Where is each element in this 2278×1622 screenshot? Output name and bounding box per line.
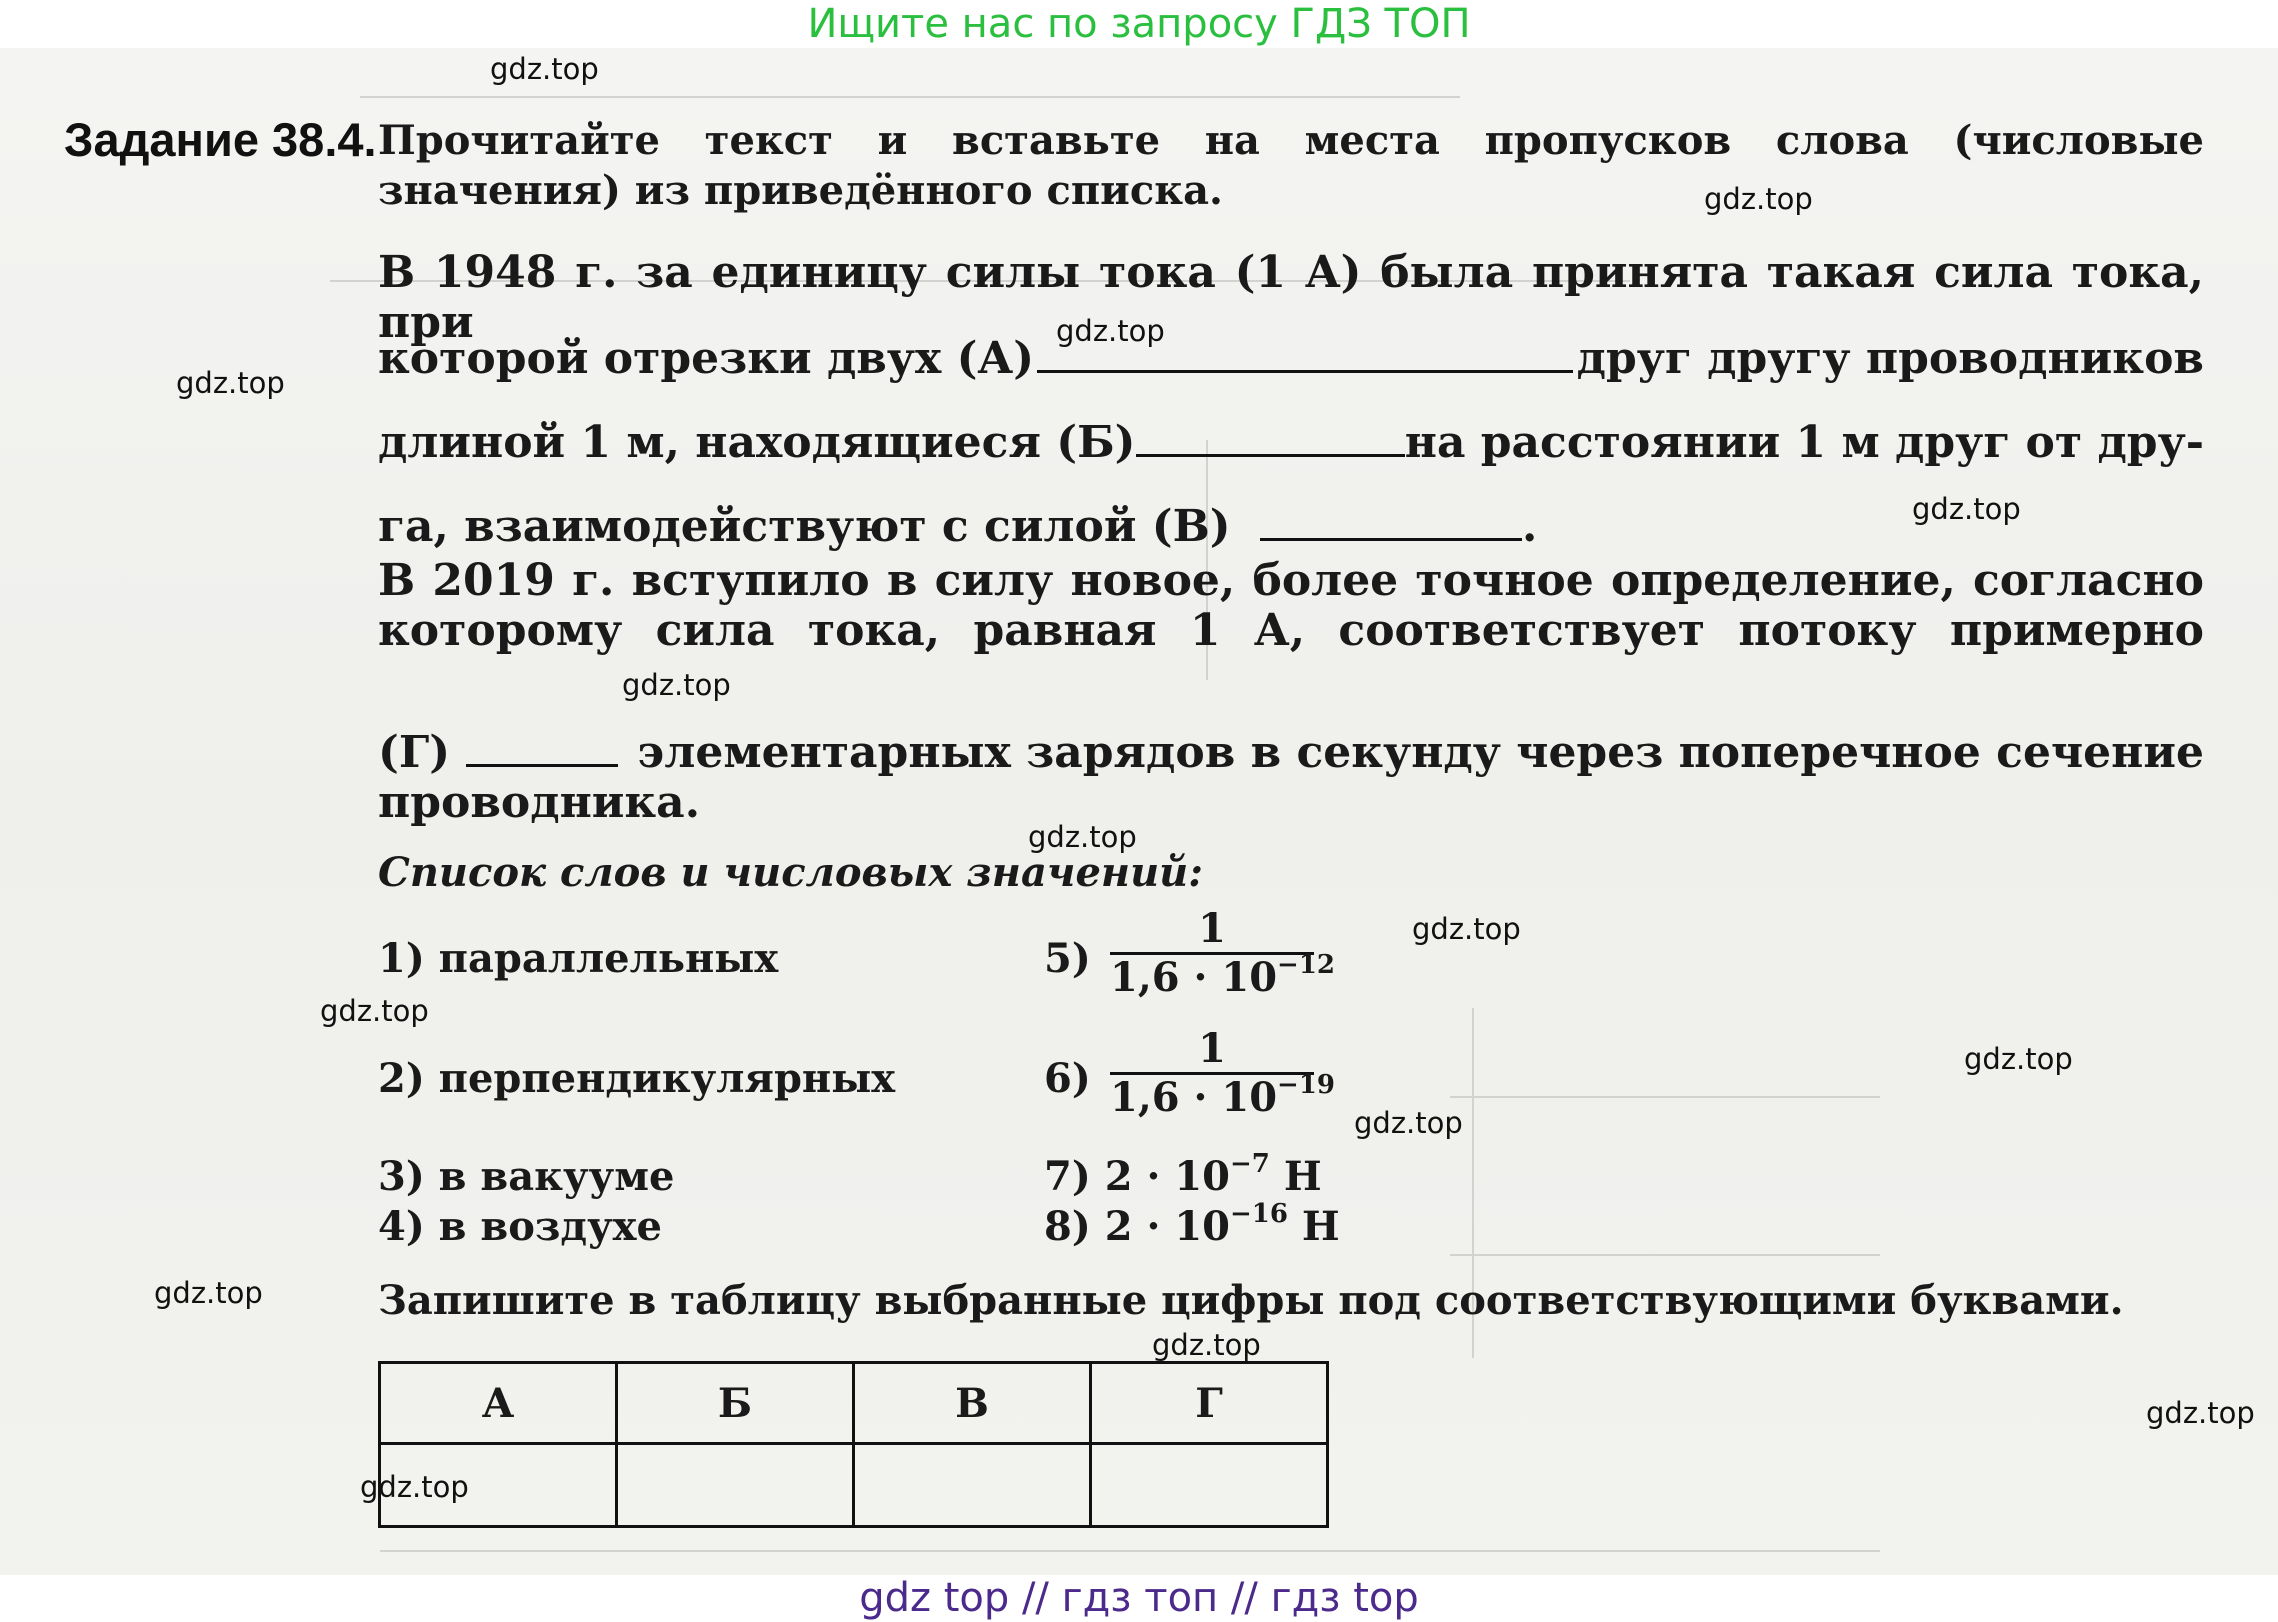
- watermark: gdz.top: [490, 52, 599, 86]
- blank-g: [466, 763, 618, 767]
- text-line: проводника.: [378, 777, 701, 828]
- fraction-option-5: [1110, 905, 1335, 1001]
- list-item: 3) в вакууме: [378, 1153, 675, 1200]
- answer-table: [378, 1361, 1329, 1528]
- task-number: Задание 38.4.: [64, 113, 377, 166]
- watermark: gdz.top: [154, 1276, 263, 1310]
- answer-cell-a[interactable]: [380, 1444, 617, 1527]
- exponent: −7: [1229, 1149, 1270, 1179]
- text-fragment: на расстоянии 1 м друг от дру-: [1404, 417, 2204, 468]
- watermark: gdz.top: [1152, 1328, 1261, 1362]
- answer-cell-b[interactable]: [617, 1444, 854, 1527]
- list-item: 4) в воздухе: [378, 1203, 662, 1250]
- list-item: 8) $2 \cdot 10^{-16}$ Н: [1044, 1199, 1340, 1250]
- text-line: [378, 728, 2204, 778]
- task-instruction: Прочитайте текст и вставьте на места пропусков слова (числовые значения) из приведённого списка.: [378, 117, 2204, 214]
- watermark: gdz.top: [1412, 912, 1521, 946]
- fraction-denominator: $1,6 \cdot 10^{-19}$: [1110, 1070, 1335, 1121]
- text-line: [378, 334, 2204, 384]
- table-header-cell: Б: [617, 1363, 854, 1444]
- banner-top: Ищите нас по запросу ГДЗ ТОП: [807, 1, 1471, 47]
- table-instruction: Запишите в таблицу выбранные цифры под соответствующими буквами.: [378, 1277, 2124, 1324]
- list-item: 7) $2 \cdot 10^{-7}$ Н: [1044, 1149, 1322, 1200]
- exponent: −19: [1277, 1070, 1335, 1100]
- blank-v: [1260, 537, 1522, 541]
- watermark: gdz.top: [622, 668, 731, 702]
- banner-bottom: gdz top // гдз топ // гдз top: [859, 1575, 1419, 1621]
- table-header-cell: В: [854, 1363, 1091, 1444]
- answer-cell-g[interactable]: [1091, 1444, 1328, 1527]
- watermark: gdz.top: [360, 1470, 469, 1504]
- table-header-row: [380, 1363, 1328, 1444]
- text-line: которому сила тока, равная 1 А, соответствует потоку примерно: [378, 605, 2204, 656]
- fraction-numerator: 1: [1198, 1025, 1226, 1072]
- word-list-title: Список слов и числовых значений:: [378, 849, 1204, 896]
- blank-a: [1037, 369, 1573, 373]
- fraction-denominator: $1,6 \cdot 10^{-12}$: [1110, 950, 1335, 1001]
- text-fragment: элементарных зарядов в секунду через поперечное сечение: [637, 727, 2204, 778]
- fraction-option-6: [1110, 1025, 1335, 1121]
- text-fragment: (Г): [378, 727, 451, 778]
- watermark: gdz.top: [1056, 314, 1165, 348]
- blank-b: [1136, 453, 1405, 457]
- text-fragment: .: [1521, 501, 1538, 552]
- list-item-label: 5): [1044, 935, 1091, 982]
- text-line: [378, 418, 2204, 468]
- watermark: gdz.top: [1354, 1106, 1463, 1140]
- table-header-cell: А: [380, 1363, 617, 1444]
- exponent: −16: [1229, 1199, 1288, 1229]
- text-line: В 2019 г. вступило в силу новое, более точное определение, согласно: [378, 555, 2204, 606]
- watermark: gdz.top: [1964, 1042, 2073, 1076]
- text-line: [378, 502, 2204, 552]
- exponent: −12: [1277, 950, 1335, 980]
- text-fragment: друг другу проводников: [1576, 333, 2204, 384]
- table-row: [380, 1444, 1328, 1527]
- table-header-cell: Г: [1091, 1363, 1328, 1444]
- text-line: В 1948 г. за единицу силы тока (1 А) была принята такая сила тока, при: [378, 247, 2204, 348]
- watermark: gdz.top: [320, 994, 429, 1028]
- answer-cell-v[interactable]: [854, 1444, 1091, 1527]
- list-item-label: 6): [1044, 1055, 1091, 1102]
- watermark: gdz.top: [1912, 492, 2021, 526]
- watermark: gdz.top: [1704, 182, 1813, 216]
- list-item: 2) перпендикулярных: [378, 1055, 896, 1102]
- text-fragment: га, взаимодействуют с силой (В): [378, 501, 1231, 552]
- text-fragment: длиной 1 м, находящиеся (Б): [378, 417, 1136, 468]
- watermark: gdz.top: [176, 366, 285, 400]
- watermark: gdz.top: [1028, 820, 1137, 854]
- text-fragment: которой отрезки двух (А): [378, 333, 1035, 384]
- list-item: 1) параллельных: [378, 935, 779, 982]
- fraction-numerator: 1: [1198, 905, 1226, 952]
- watermark: gdz.top: [2146, 1396, 2255, 1430]
